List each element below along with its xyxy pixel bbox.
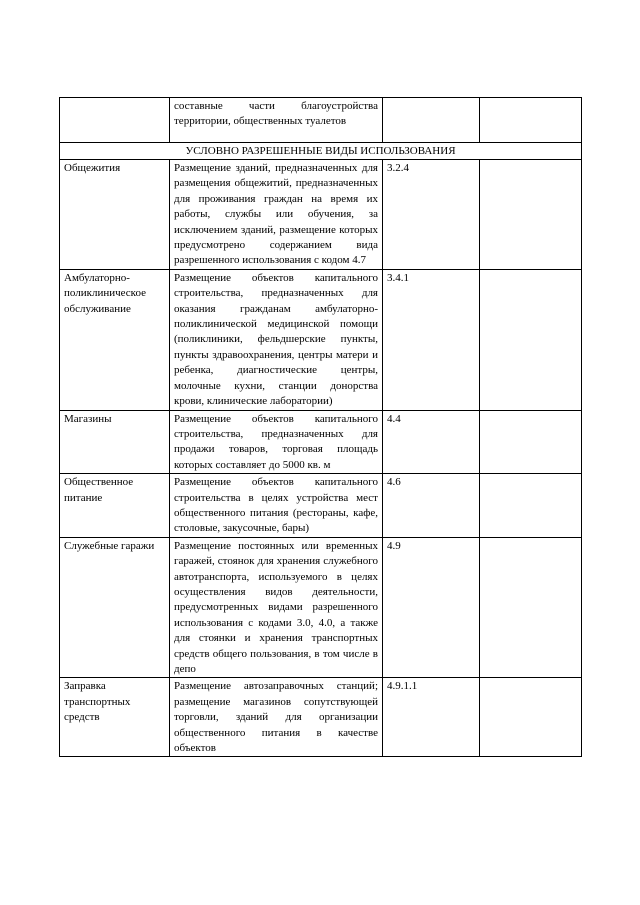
- cell-description: составные части благоустройства территории, общественных туалетов: [170, 98, 383, 143]
- table-row: [60, 474, 582, 538]
- table-row: [60, 537, 582, 678]
- cell-description: Размещение объектов капитального строительства, предназначенных для продажи товаров, торговая площадь которых составляет до 5000 кв. м: [170, 410, 383, 474]
- cell-description: Размещение объектов капитального строительства в целях устройства мест общественного питания (рестораны, кафе, столовые, закусочные, бары): [170, 474, 383, 538]
- cell-code: 3.2.4: [383, 160, 480, 270]
- cell-extra: [480, 678, 582, 757]
- cell-name: Общественное питание: [60, 474, 170, 538]
- cell-name: Общежития: [60, 160, 170, 270]
- cell-name: Магазины: [60, 410, 170, 474]
- section-title: УСЛОВНО РАЗРЕШЕННЫЕ ВИДЫ ИСПОЛЬЗОВАНИЯ: [60, 143, 582, 160]
- table-row-continuation: [60, 98, 582, 143]
- cell-description: Размещение автозаправочных станций; размещение магазинов сопутствующей торговли, зданий для организации общественного питания в качестве объектов: [170, 678, 383, 757]
- cell-extra: [480, 410, 582, 474]
- cell-code: 4.6: [383, 474, 480, 538]
- cell-extra: [480, 98, 582, 143]
- cell-extra: [480, 160, 582, 270]
- cell-extra: [480, 474, 582, 538]
- table-row: [60, 160, 582, 270]
- land-use-table: [59, 97, 582, 757]
- table-row: [60, 269, 582, 410]
- section-header-row: [60, 143, 582, 160]
- cell-extra: [480, 537, 582, 678]
- cell-code: 4.9: [383, 537, 480, 678]
- cell-description: Размещение объектов капитального строительства, предназначенных для оказания гражданам амбулаторно-поликлинической медицинской помощи (поликлиники, фельдшерские пункты, пункты здравоохранения, центры матери и ребенка, диагностические центры, молочные кухни, станции донорства крови, клинические лаборатории): [170, 269, 383, 410]
- cell-code: 4.9.1.1: [383, 678, 480, 757]
- cell-extra: [480, 269, 582, 410]
- cell-code: 4.4: [383, 410, 480, 474]
- table-row: [60, 678, 582, 757]
- cell-description: Размещение зданий, предназначенных для размещения общежитий, предназначенных для проживания граждан на время их работы, службы или обучения, за исключением зданий, размещение которых предусмотрено содержанием вида разрешенного использования с кодом 4.7: [170, 160, 383, 270]
- table-row: [60, 410, 582, 474]
- cell-name: Заправка транспортных средств: [60, 678, 170, 757]
- cell-name: Служебные гаражи: [60, 537, 170, 678]
- cell-code: 3.4.1: [383, 269, 480, 410]
- cell-description: Размещение постоянных или временных гаражей, стоянок для хранения служебного автотранспорта, используемого в целях осуществления видов деятельности, предусмотренных видами разрешенного использования с кодами 3.0, 4.0, а также для стоянки и хранения транспортных средств общего пользования, в том числе в депо: [170, 537, 383, 678]
- cell-code: [383, 98, 480, 143]
- cell-name: [60, 98, 170, 143]
- cell-name: Амбулаторно-поликлиническое обслуживание: [60, 269, 170, 410]
